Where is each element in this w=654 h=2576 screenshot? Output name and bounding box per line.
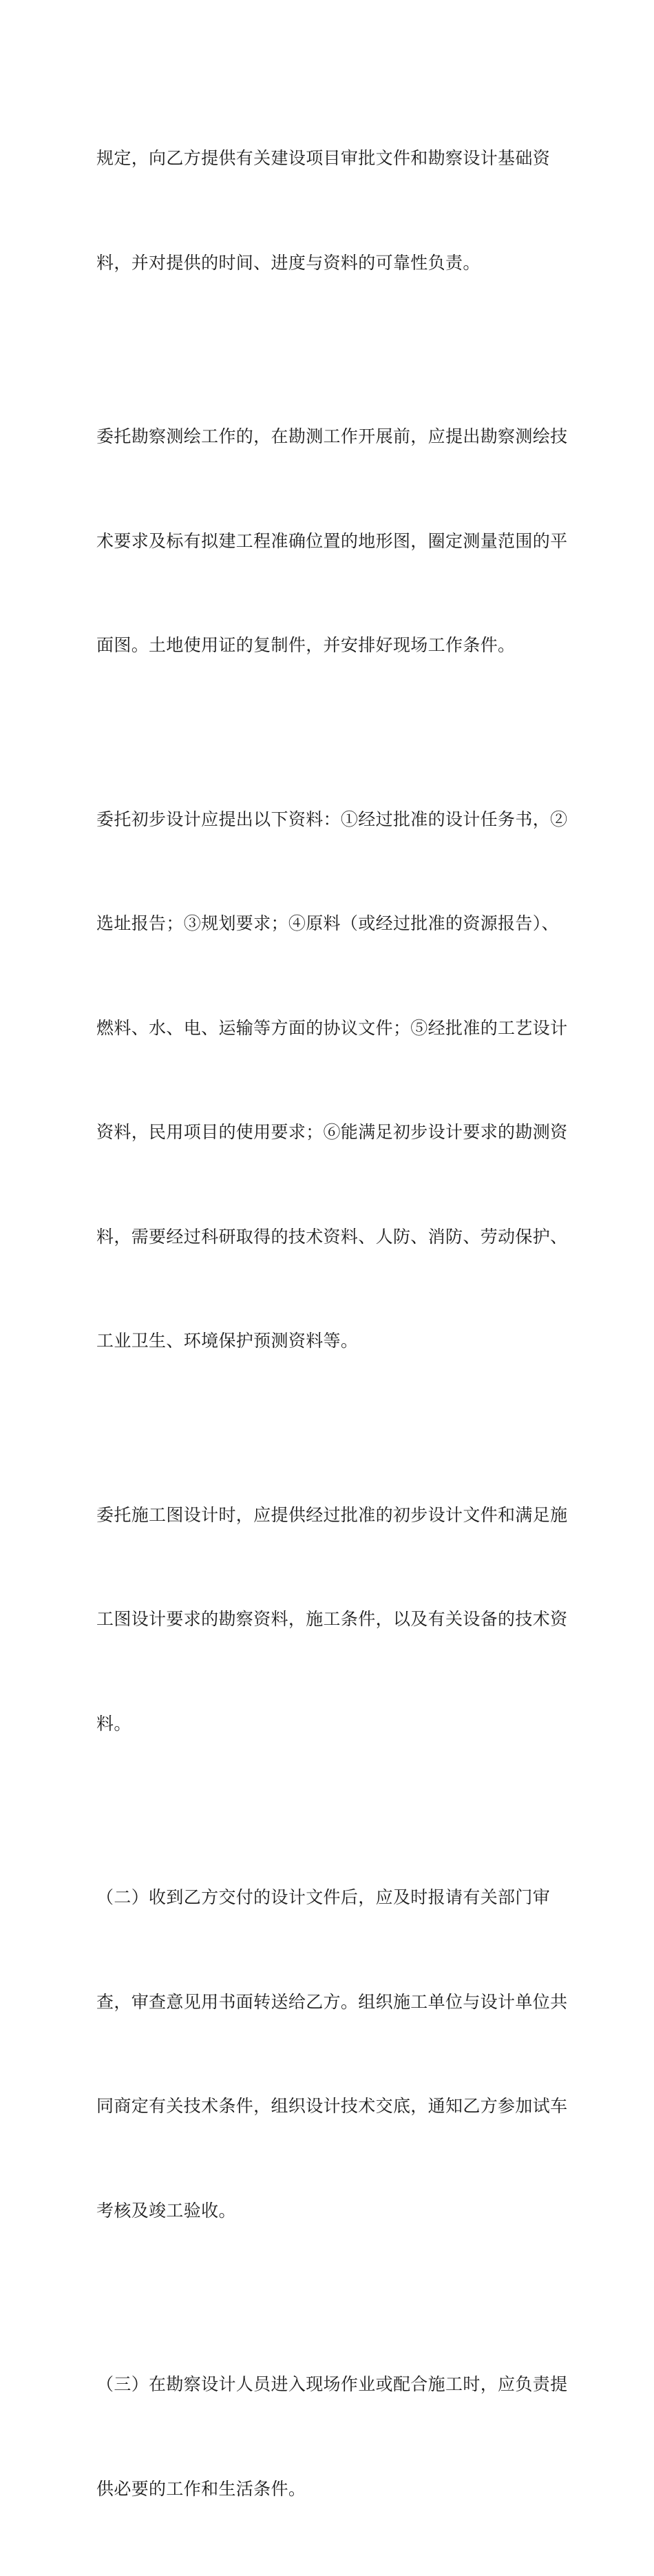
text-line: 查，审查意见用书面转送给乙方。组织施工单位与设计单位共 xyxy=(96,1991,568,2012)
text-line: 面图。土地使用证的复制件，并安排好现场工作条件。 xyxy=(96,635,516,655)
document-body xyxy=(96,72,568,2576)
text-line: （三）在勘察设计人员进入现场作业或配合施工时，应负责提 xyxy=(96,2374,568,2394)
text-line: 同商定有关技术条件，组织设计技术交底，通知乙方参加试车 xyxy=(96,2096,568,2116)
text-line: 规定，向乙方提供有关建设项目审批文件和勘察设计基础资 xyxy=(96,148,551,168)
paragraph-item-two-review xyxy=(96,1811,568,2298)
text-line: 考核及竣工验收。 xyxy=(96,2200,236,2221)
text-line: 料，并对提供的时间、进度与资料的可靠性负责。 xyxy=(96,252,481,273)
text-line: 料，需要经过科研取得的技术资料、人防、消防、劳动保护、 xyxy=(96,1226,568,1247)
text-line: 委托初步设计应提出以下资料：①经过批准的设计任务书，② xyxy=(96,809,568,829)
text-line: 料。 xyxy=(96,1713,131,1734)
text-line: 工业卫生、环境保护预测资料等。 xyxy=(96,1331,359,1351)
text-line: 选址报告；③规划要求；④原料（或经过批准的资源报告）、 xyxy=(96,913,559,933)
paragraph-preliminary-design xyxy=(96,733,568,1429)
paragraph-item-three-site-conditions xyxy=(96,2298,568,2576)
paragraph-provide-approval-documents xyxy=(96,72,565,350)
text-line: 委托施工图设计时，应提供经过批准的初步设计文件和满足施 xyxy=(96,1504,568,1525)
text-line: （二）收到乙方交付的设计文件后，应及时报请有关部门审 xyxy=(96,1887,551,1907)
text-line: 工图设计要求的勘察资料，施工条件，以及有关设备的技术资 xyxy=(96,1609,568,1629)
paragraph-survey-mapping xyxy=(96,350,568,733)
text-line: 委托勘察测绘工作的，在勘测工作开展前，应提出勘察测绘技 xyxy=(96,426,568,446)
paragraph-construction-drawing-design xyxy=(96,1429,568,1811)
text-line: 资料，民用项目的使用要求；⑥能满足初步设计要求的勘测资 xyxy=(96,1122,568,1142)
text-line: 供必要的工作和生活条件。 xyxy=(96,2478,306,2499)
text-line: 燃料、水、电、运输等方面的协议文件；⑤经批准的工艺设计 xyxy=(96,1017,568,1038)
text-line: 术要求及标有拟建工程准确位置的地形图，圈定测量范围的平 xyxy=(96,530,568,551)
